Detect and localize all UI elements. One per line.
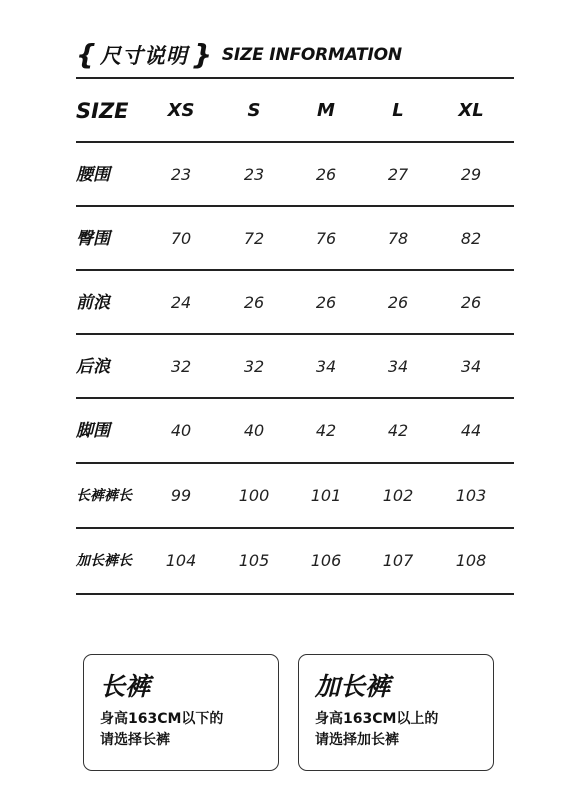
table-cell: 76 [315,229,337,248]
table-cell: 32 [243,357,265,376]
table-cell: 29 [460,165,482,184]
table-cell: 32 [170,357,192,376]
table-row-waist [76,143,514,207]
card-text-line: 请选择加长裤 [315,732,399,748]
table-cell: 44 [460,421,482,440]
table-cell: 107 [382,551,414,570]
table-cell: 72 [243,229,265,248]
table-cell: 42 [315,421,337,440]
row-label: 长裤裤长 [76,488,132,504]
card-title: 长裤 [100,672,151,701]
table-cell: 104 [165,551,197,570]
table-cell: 101 [310,486,342,505]
table-cell: 34 [387,357,409,376]
page-header [76,38,516,72]
table-row-back-rise [76,335,514,399]
brace-close: } [191,38,212,71]
table-cell: 105 [238,551,270,570]
card-text-line: 身高163CM以上的 [315,711,439,727]
table-cell: 34 [460,357,482,376]
table-cell: 40 [170,421,192,440]
card-title: 加长裤 [315,672,391,701]
table-row-leg-opening [76,399,514,463]
table-cell: 23 [170,165,192,184]
table-cell: 26 [315,165,337,184]
column-header-xl: XL [458,100,484,121]
column-header-xs: XS [167,100,195,121]
table-cell: 106 [310,551,342,570]
table-cell: 102 [382,486,414,505]
info-card-regular-pants [83,654,279,771]
table-cell: 27 [387,165,409,184]
column-header-s: S [247,100,261,121]
table-cell: 40 [243,421,265,440]
row-label: 加长裤长 [76,553,132,569]
table-cell: 78 [387,229,409,248]
table-cell: 34 [315,357,337,376]
table-cell: 70 [170,229,192,248]
table-row-extended-length [76,529,514,593]
column-header-l: L [392,100,404,121]
table-cell: 26 [243,293,265,312]
table-cell: 108 [455,551,487,570]
row-label: 腰围 [76,165,110,185]
table-cell: 26 [460,293,482,312]
card-text-line: 身高163CM以下的 [100,711,224,727]
brace-open: { [76,38,96,71]
divider-bottom [76,593,514,595]
row-label: 后浪 [76,357,110,377]
table-row-front-rise [76,271,514,335]
page-title-en: SIZE INFORMATION [221,45,402,65]
table-cell: 42 [387,421,409,440]
table-cell: 82 [460,229,482,248]
table-cell: 26 [387,293,409,312]
table-cell: 100 [238,486,270,505]
table-header-row [76,79,514,143]
table-cell: 23 [243,165,265,184]
table-cell: 24 [170,293,192,312]
row-label: 臀围 [76,229,110,249]
column-header-size: SIZE [76,99,129,123]
table-row-pants-length [76,464,514,528]
info-card-extended-pants [298,654,494,771]
column-header-m: M [317,100,335,121]
row-label: 前浪 [76,293,110,313]
card-text-line: 请选择长裤 [100,732,170,748]
table-cell: 99 [170,486,192,505]
table-cell: 26 [315,293,337,312]
table-cell: 103 [455,486,487,505]
row-label: 脚围 [76,421,110,441]
page-title-cn: 尺寸说明 [99,44,188,68]
table-row-hip [76,207,514,271]
